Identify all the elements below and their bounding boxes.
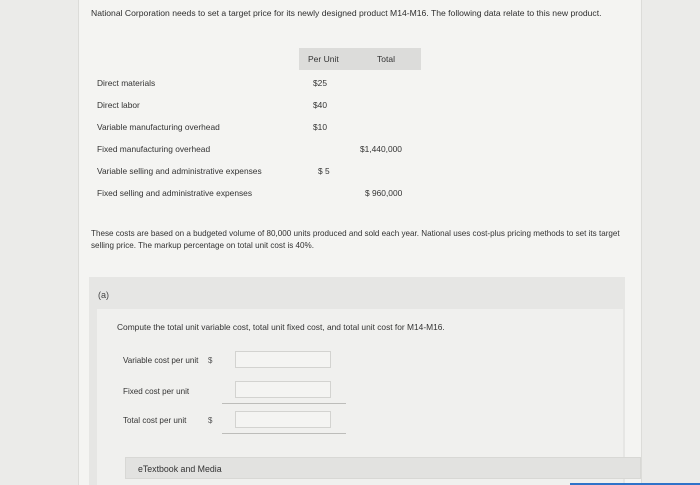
variable-cost-dollar-sign: $ bbox=[208, 356, 213, 365]
per-unit-direct-materials: $25 bbox=[313, 78, 327, 88]
part-a-panel bbox=[89, 277, 625, 485]
header-total: Total bbox=[377, 54, 395, 64]
header-per-unit: Per Unit bbox=[308, 54, 339, 64]
total-fixed-mfg-overhead: $1,440,000 bbox=[360, 144, 402, 154]
per-unit-variable-selling-admin: $ 5 bbox=[318, 166, 330, 176]
fixed-cost-input[interactable] bbox=[235, 381, 331, 398]
part-a-question: Compute the total unit variable cost, total unit fixed cost, and total unit cost for M14-M16. bbox=[117, 322, 445, 332]
budget-note: These costs are based on a budgeted volume of 80,000 units produced and sold each year. National uses cost-plus pricing methods to set its target selling price. The markup percentage on total unit cost is 40%. bbox=[91, 229, 620, 250]
problem-sheet bbox=[78, 0, 642, 485]
variable-cost-input[interactable] bbox=[235, 351, 331, 368]
row-label-variable-selling-admin: Variable selling and administrative expenses bbox=[97, 166, 262, 176]
row-label-variable-mfg-overhead: Variable manufacturing overhead bbox=[97, 122, 220, 132]
subtotal-rule bbox=[222, 403, 346, 404]
total-cost-input[interactable] bbox=[235, 411, 331, 428]
cost-data-table bbox=[91, 48, 421, 203]
variable-cost-label: Variable cost per unit bbox=[123, 356, 199, 365]
total-cost-dollar-sign: $ bbox=[208, 416, 213, 425]
row-label-fixed-selling-admin: Fixed selling and administrative expenses bbox=[97, 188, 253, 198]
total-fixed-selling-admin: $ 960,000 bbox=[365, 188, 403, 198]
row-label-direct-labor: Direct labor bbox=[97, 100, 140, 110]
per-unit-variable-mfg-overhead: $10 bbox=[313, 122, 327, 132]
fixed-cost-label: Fixed cost per unit bbox=[123, 387, 190, 396]
total-cost-label: Total cost per unit bbox=[123, 416, 187, 425]
part-a-body bbox=[97, 309, 623, 485]
per-unit-direct-labor: $40 bbox=[313, 100, 327, 110]
etextbook-media-label: eTextbook and Media bbox=[138, 464, 222, 474]
part-letter: (a) bbox=[98, 290, 109, 300]
total-rule bbox=[222, 433, 346, 434]
row-label-direct-materials: Direct materials bbox=[97, 78, 156, 88]
problem-intro: National Corporation needs to set a target price for its newly designed product M14-M16. The following data relate to this new product. bbox=[91, 8, 602, 18]
etextbook-media-button[interactable] bbox=[125, 457, 641, 479]
row-label-fixed-mfg-overhead: Fixed manufacturing overhead bbox=[97, 144, 211, 154]
